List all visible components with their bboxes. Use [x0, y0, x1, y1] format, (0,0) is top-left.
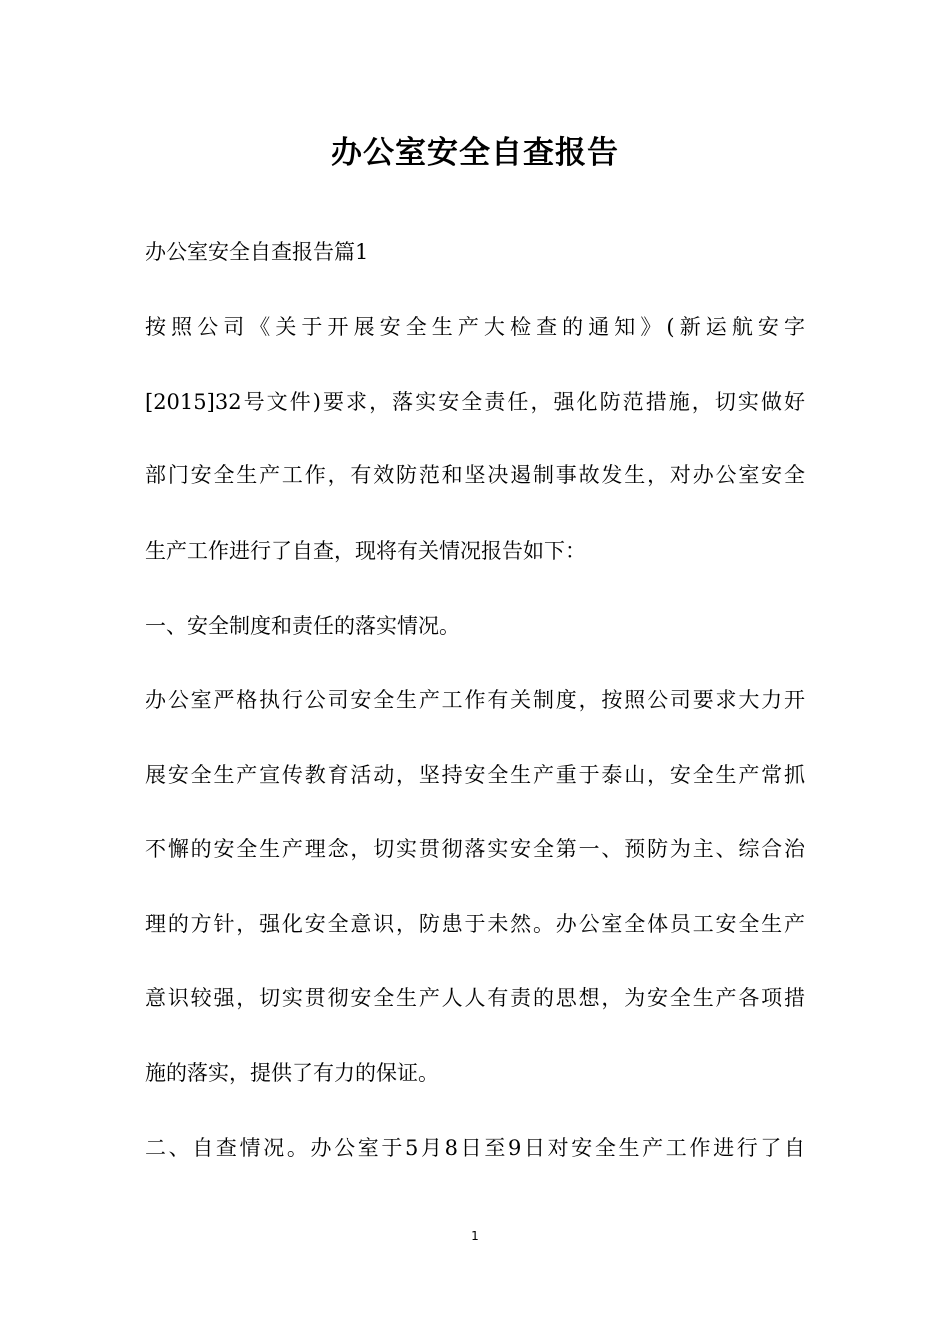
text-line: 二、自查情况。办公室于5月8日至9日对安全生产工作进行了自 — [145, 1136, 805, 1160]
text-line: 施的落实，提供了有力的保证。 — [145, 1061, 439, 1085]
text-line: 部门安全生产工作，有效防范和坚决遏制事故发生，对办公室安全 — [145, 463, 805, 487]
text-line: 生产工作进行了自查，现将有关情况报告如下： — [145, 539, 586, 563]
text-line: [2015]32号文件)要求，落实安全责任，强化防范措施，切实做好 — [145, 390, 805, 414]
page-number: 1 — [471, 1229, 479, 1243]
text-line: 意识较强，切实贯彻安全生产人人有责的思想，为安全生产各项措 — [145, 986, 805, 1010]
text-line: 理的方针，强化安全意识，防患于未然。办公室全体员工安全生产 — [145, 912, 805, 936]
text-line: 一、安全制度和责任的落实情况。 — [145, 614, 460, 638]
text-line: 展安全生产宣传教育活动，坚持安全生产重于泰山，安全生产常抓 — [145, 763, 805, 787]
text-line: 办公室严格执行公司安全生产工作有关制度，按照公司要求大力开 — [145, 688, 805, 712]
page-title: 办公室安全自查报告 — [331, 135, 619, 171]
text-line: 办公室安全自查报告篇1 — [145, 240, 369, 264]
text-line: 不懈的安全生产理念，切实贯彻落实安全第一、预防为主、综合治 — [145, 837, 805, 861]
text-line: 按照公司《关于开展安全生产大检查的通知》(新运航安字 — [145, 315, 805, 339]
